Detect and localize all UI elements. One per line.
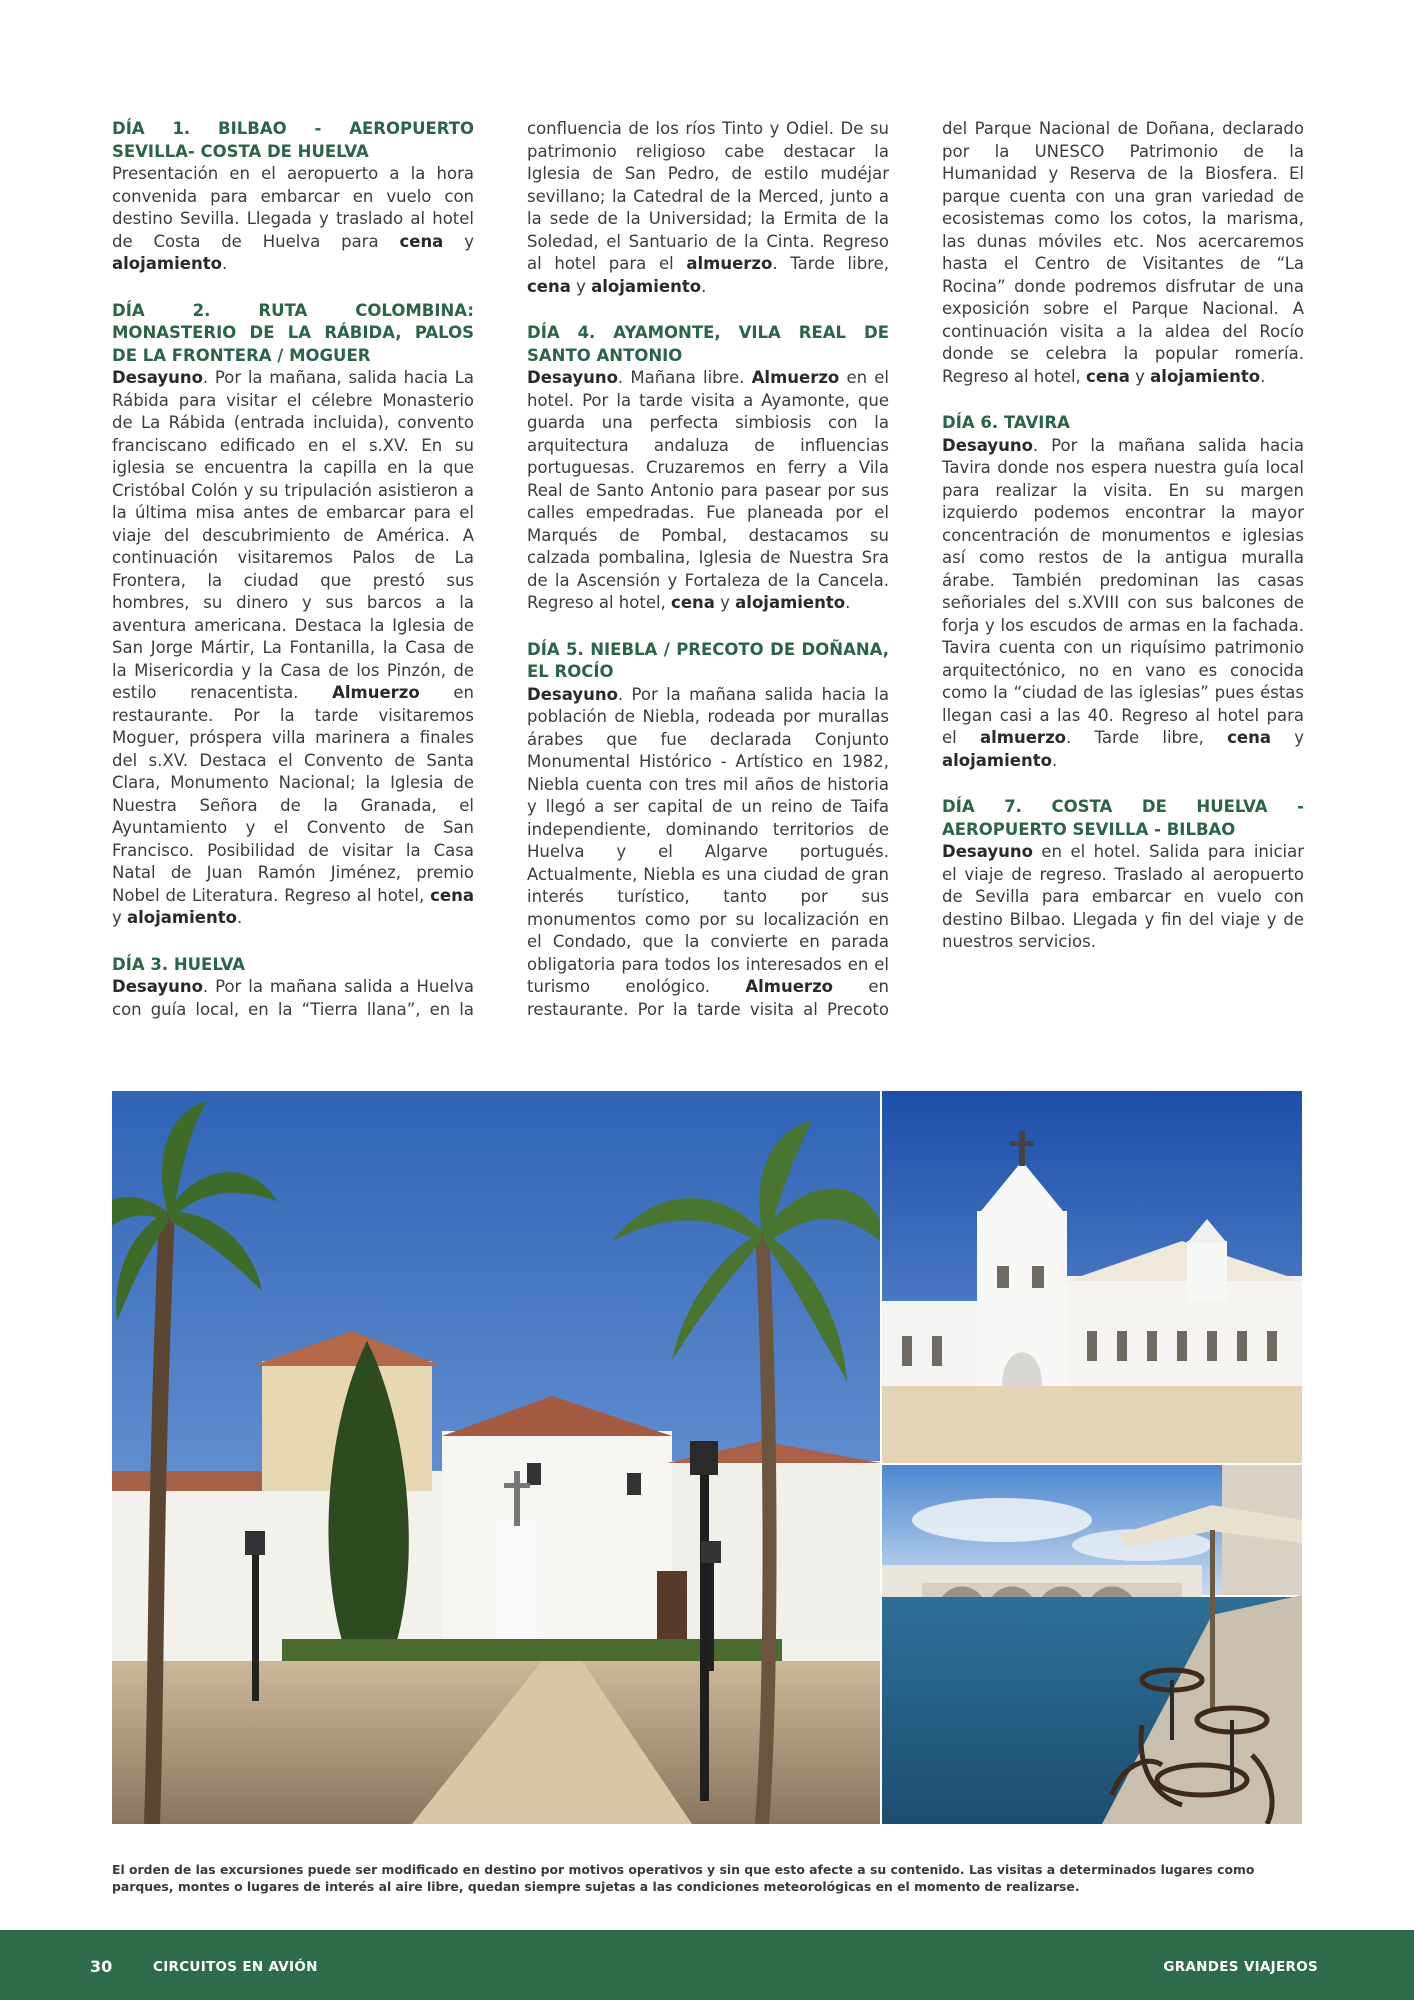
bold-term: Almuerzo [745, 977, 834, 996]
bold-term: cena [1227, 728, 1271, 747]
text-run: . [221, 254, 228, 273]
bold-term: almuerzo [980, 728, 1067, 747]
bold-term: alojamiento [1150, 366, 1261, 386]
day-4-title: DÍA 4. AYAMONTE, VILA REAL DE SANTO ANTONIO [527, 323, 889, 365]
text-run: y [570, 276, 592, 296]
bold-term: Almuerzo [332, 683, 420, 702]
text-run: en el hotel. Por la tarde visita a Ayamonte, que guarda una perfecta simbiosis con la arquitectura andaluza de influencias portuguesas. Cruzaremos en ferry a Vila Real de Santo Antonio para pasear por sus calles empedradas. Fue planeada por el Marqués de Pombal, destacamos su calzada pombalina, Iglesia de Nuestra Sra de la Ascensión y Fortaleza de la Cancela. Regreso al hotel, [527, 368, 889, 612]
bold-term: alojamiento [735, 593, 846, 612]
footer-section: CIRCUITOS EN AVIÓN [153, 1959, 318, 1975]
day-2-text [112, 367, 474, 930]
bold-term: cena [1086, 366, 1130, 386]
text-run: . Por la mañana salida a Huelva con guía local, en la “Tierra llana”, en la confluencia de los ríos Tinto y Odiel. De su patrimonio religioso cabe destacar la Iglesia de San Pedro, de estilo mudéjar sevillano; la Catedral de la Merced, junto a la sede de la Universidad; la Ermita de la Soledad, el Santuario de la Cinta. Regreso al hotel para el [112, 119, 889, 1019]
text-run: . Por la mañana, salida hacia La Rábida para visitar el célebre Monasterio de La Rábida (entrada incluida), convento franciscano edificado en el s.XV. En su iglesia se encuentra la capilla en la que Cristóbal Colón y su tripulación asistieron a la última misa antes de embarcar para el viaje del descubrimiento de América. A continuación visitaremos Palos de La Frontera, la ciudad que prestó sus hombres, su dinero y sus barcos a la aventura americana. Destaca la Iglesia de San Jorge Mártir, La Fontanilla, la Casa de la Misericordia y la Casa de los Pinzón, de estilo renacentista. [112, 368, 474, 702]
text-run: en el hotel. Salida para iniciar el viaje de regreso. Traslado al aeropuerto de Sevilla para embarcar en vuelo con destino Bilbao. Llegada y fin del viaje y de nuestros servicios. [942, 842, 1304, 951]
day-2 [112, 300, 474, 930]
bold-term: alojamiento [942, 750, 1052, 770]
day-4-text [527, 367, 889, 615]
page-number: 30 [90, 1957, 113, 1976]
text-run: . [1051, 750, 1058, 770]
day-6-text [942, 435, 1304, 773]
bold-term: Desayuno [112, 368, 203, 387]
text-run: . Por la mañana salida hacia Tavira donde nos espera nuestra guía local para realizar la visita. En su margen izquierdo podemos encontrar la mayor concentración de monumentos e iglesias así como restos de la antigua muralla árabe. También predominan las casas señoriales del s.XVIII con sus balcones de forja y los escudos de armas en la fachada. Tavira cuenta con un riquísimo patrimonio arquitectónico, no en vano es conocida como la “ciudad de las iglesias” pues éstas llegan casi a las 40. Regreso al hotel para el [942, 435, 1304, 747]
text-run: y [112, 908, 128, 927]
page-footer [0, 1930, 1414, 2000]
bold-term: Desayuno [942, 842, 1033, 861]
text-run: . [845, 593, 851, 612]
day-4 [527, 322, 889, 615]
photo-tavira-terrace [882, 1465, 1302, 1824]
text-run: y [443, 231, 474, 251]
bold-term: almuerzo [686, 254, 773, 273]
bold-term: Desayuno [942, 435, 1033, 455]
bold-term: alojamiento [112, 254, 222, 273]
text-run: . [1260, 366, 1266, 386]
bold-term: cena [671, 593, 715, 612]
disclaimer-note: El orden de las excursiones puede ser modificado en destino por motivos operativos y sin que esto afecte a su contenido. Las visitas a determinados lugares como parques, montes o lugares de interés al aire libre, quedan siempre sujetas a las condiciones meteorológicas en el momento de realizarse. [112, 1862, 1255, 1894]
text-run: en restaurante. Por la tarde visita al Precoto del Parque Nacional de Doñana, declarado por la UNESCO Patrimonio de la Humanidad y Reserva de la Biosfera. El parque cuenta con una gran variedad de ecosistemas como los cotos, la marisma, las dunas móviles etc. Nos acercaremos hasta el Centro de Visitantes de “La Rocina” donde podremos disfrutar de una exposición sobre el Parque Nacional. A continuación visita a la aldea del Rocío donde se celebra la popular romería. Regreso al hotel, [527, 119, 1304, 1019]
text-run: . Tarde libre, [772, 254, 889, 273]
day-1-title: DÍA 1. BILBAO - AEROPUERTO SEVILLA- COSTA DE HUELVA [112, 119, 474, 161]
footer-brand: GRANDES VIAJEROS [1163, 1959, 1318, 1975]
text-run: . [236, 908, 243, 927]
bold-term: Almuerzo [751, 368, 840, 387]
text-run: y [1129, 366, 1151, 386]
day-1 [112, 118, 474, 276]
text-run: . [701, 276, 707, 296]
day-7 [942, 796, 1304, 954]
day-6-title: DÍA 6. TAVIRA [942, 413, 1070, 432]
text-run: y [714, 593, 736, 612]
text-run: . Mañana libre. [617, 368, 752, 387]
bold-term: Desayuno [112, 977, 203, 996]
text-run: Presentación en el aeropuerto a la hora convenida para embarcar en vuelo con destino Sevilla. Llegada y traslado al hotel de Costa de Huelva para [112, 164, 474, 251]
day-7-text [942, 841, 1304, 954]
day-5-title: DÍA 5. NIEBLA / PRECOTO DE DOÑANA, EL ROCÍO [527, 639, 889, 681]
bold-term: Desayuno [527, 368, 618, 387]
itinerary-columns [112, 118, 1304, 1023]
text-run: . Tarde libre, [1066, 728, 1228, 747]
day-1-text [112, 163, 474, 276]
bold-term: cena [430, 885, 474, 905]
day-7-title: DÍA 7. COSTA DE HUELVA - AEROPUERTO SEVILLA - BILBAO [942, 797, 1304, 839]
text-run: y [1270, 728, 1305, 747]
day-2-title: DÍA 2. RUTA COLOMBINA: MONASTERIO DE LA RÁBIDA, PALOS DE LA FRONTERA / MOGUER [112, 300, 474, 365]
bold-term: Desayuno [527, 684, 618, 704]
bold-term: alojamiento [591, 276, 702, 296]
day-3-title: DÍA 3. HUELVA [112, 954, 245, 974]
day-6 [942, 412, 1304, 772]
photo-rocio-hermitage [882, 1091, 1302, 1463]
text-run: . Por la mañana salida hacia la población de Niebla, rodeada por murallas árabes que fue declarada Conjunto Monumental Histórico - Artístico en 1982, Niebla cuenta con tres mil años de historia y llegó a ser capital de un reino de Taifa independiente, dominando territorios de Huelva y el Algarve portugués. Actualmente, Niebla es una ciudad de gran interés turístico, tanto por sus monumentos como por su localización en el Condado, que la convierte en parada obligatoria para todos los interesados en el turismo enológico. [527, 684, 889, 996]
bold-term: cena [399, 231, 444, 251]
photo-collage [112, 1091, 1302, 1824]
photo-rabida-monastery [112, 1091, 880, 1824]
bold-term: cena [527, 276, 571, 296]
bold-term: alojamiento [127, 908, 237, 927]
text-run: en restaurante. Por la tarde visitaremos Moguer, próspera villa marinera a finales del s.XV. Destaca el Convento de Santa Clara, Monumento Nacional; la Iglesia de Nuestra Señora de la Granada, el Ayuntamiento y el Convento de San Francisco. Posibilidad de visitar la Casa Natal de Juan Ramón Jiménez, premio Nobel de Literatura. Regreso al hotel, [112, 683, 474, 905]
